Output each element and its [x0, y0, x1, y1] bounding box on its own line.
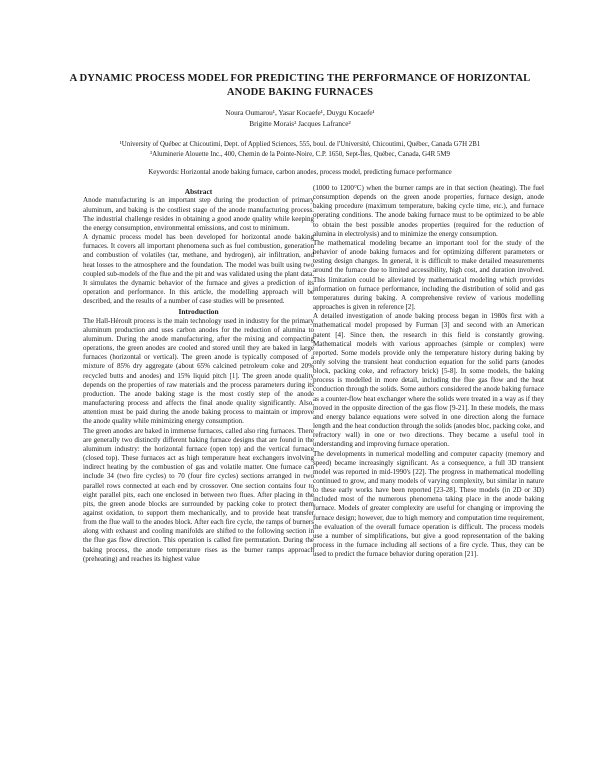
title-line-2: ANODE BAKING FURNACES: [226, 87, 374, 98]
intro-paragraph-4: The mathematical modeling became an important tool for the study of the behavior of anode baking furnaces and for optimizing different parameters or testing design changes. In general, it is difficult to make detailed measurements around the furnace due to limited accessibility, high cost, and duration involved. This limitation could be alleviated by mathematical modeling which provides information on furnace performance, including the distribution of solid and gas temperatures during baking. A comprehensive review of various modelling approaches is given in reference [2].: [313, 238, 544, 312]
affiliations: [60, 140, 540, 160]
affiliation-2: ²Aluminerie Alouette Inc., 400, Chemin de la Pointe-Noire, C.P. 1650, Sept-Îles, Québec, Canada, G4R 5M9: [150, 151, 450, 158]
affiliation-1: ¹University of Québec at Chicoutimi, Dept. of Applied Sciences, 555, boul. de l'Université, Chicoutimi, Québec, Canada G7H 2B1: [119, 141, 481, 148]
authors-line-2: Brigitte Morais² Jacques Lafrance²: [249, 119, 351, 128]
abstract-paragraph-1: Anode manufacturing is an important step during the production of primary aluminum, and baking is the costliest stage of the anode manufacturing process. The industrial challenge resides in obtaining a good anode quality while keeping the energy consumption, environmental emissions, and cost to minimum.: [83, 196, 314, 232]
right-column: [313, 184, 544, 749]
intro-paragraph-5: A detailed investigation of anode baking process began in 1980s first with a mathematical model proposed by Furman [3] and second with an American patent [4]. Since then, the research in this field is constantly growing. Mathematical models with various approaches (simple or complex) were reported. Some models provide only the temperature history during baking by only solving the transient heat conduction equation for the solid parts (anodes block, packing coke, and refractory brick) [5-8]. In some models, the baking process is modelled in more detail, including the flue gas flow and the heat conduction through the solids. Some authors considered the anode baking furnace as a counter-flow heat exchanger where the solids were treated in a way as if they moved in the opposite direction of the gas flow [9-21]. In these models, the mass and energy balance equations were solved in one direction along the furnace length and the heat conduction through the solids (anodes bloc, packing coke, and refractory wall) in one or two directions. They became a useful tool in understanding and improving furnace operation.: [313, 312, 544, 449]
intro-paragraph-1: The Hall-Héroult process is the main technology used in industry for the primary aluminum production and uses carbon anodes for the reduction of alumina to aluminum. During the anode manufacturing, after the mixing and compacting operations, the green anodes are cooled and stored until they are baked in large furnaces (horizontal or vertical). The green anode is typically composed of a mixture of 85% dry aggregate (about 65% calcined petroleum coke and 20% recycled butts and anodes) and 15% liquid pitch [1]. The green anode quality depends on the properties of raw materials and the process parameters during its production. The anode baking stage is the most costly step of the anode manufacturing process and affects the final anode quality significantly. Also, attention must be paid during the anode baking process to maintain or improve the anode quality while minimizing energy consumption.: [83, 316, 314, 426]
authors-line-1: Noura Oumarou¹, Yasar Kocaefe¹, Duygu Kocaefe¹: [225, 108, 375, 117]
keywords: Keywords: Horizontal anode baking furnace, carbon anodes, process model, predicting furnace performance: [148, 168, 452, 176]
left-column: [83, 186, 314, 751]
intro-paragraph-6: The developments in numerical modelling and computer capacity (memory and speed) became increasingly significant. As a consequence, a full 3D transient model was reported in mid-1990's [22]. The progress in mathematical modelling continued to grow, and many models of varying complexity, but similar in nature to these early works have been reported [23-28]. These models (in 2D or 3D) included most of the numerous phenomena taking place in the anode baking furnace. Models of greater complexity are useful for changing or improving the furnace design; however, due to high memory and computation time requirement, the evaluation of the overall furnace operation is difficult. The process models use a number of simplifications, but give a good representation of the baking process in the furnace including all sections of a fire cycle. Thus, they can be used to predict the furnace behavior during operation [21].: [313, 449, 544, 559]
abstract-heading: Abstract: [184, 187, 213, 196]
introduction-heading: Introduction: [178, 307, 219, 317]
paper-title: [60, 72, 540, 100]
intro-paragraph-2: The green anodes are baked in immense furnaces, called also ring furnaces. There are generally two distinctly different baking furnace designs that are found in the aluminum industry: the horizontal furnace (open top) and the vertical furnace (closed top). These furnaces act as high temperature heat exchangers involving indirect heating by the combustion of gas and volatile matter. One furnace can include 34 (two fire cycles) to 70 (four fire cycles) sections arranged in two parallel rows connected at each end by crossover. One section contains four to eight parallel pits, each one enclosed in between two flues. After placing in the pits, the green anode blocks are surrounded by packing coke to protect them against oxidation, to support them mechanically, and to provide heat transfer from the flue wall to the anodes block. After each fire cycle, the ramps of burners along with exhaust and cooling manifolds are shifted to the following section in the flue gas flow direction. This operation is called fire permutation. During the baking process, the anode temperature rises as the burner ramps approach (preheating) and reaches its highest value: [83, 426, 314, 563]
abstract-paragraph-2: A dynamic process model has been developed for horizontal anode baking furnaces. It covers all important phenomena such as fuel combustion, generation and combustion of volatiles (tar, methane, and hydrogen), air infiltration, and heat losses to the atmosphere and the foundation. The model was built using two coupled sub-models of the flue and the pit and was validated using the plant data. It simulates the dynamic behavior of the furnace and gives a prediction of its operation and performance. In this article, the modelling approach will be described, and the results of a number of case studies will be presented.: [83, 233, 314, 306]
title-line-1: A DYNAMIC PROCESS MODEL FOR PREDICTING THE PERFORMANCE OF HORIZONTAL: [69, 73, 531, 84]
intro-paragraph-3: (1000 to 1200°C) when the burner ramps are in that section (heating). The fuel consumption depends on the green anode properties, furnace design, anode baking procedure (maximum temperature, baking cycle time, etc.), and furnace operating conditions. The anode baking furnace must to be optimized to be able to obtain the best possible anodes properties (required for the reduction of alumina in electrolysis) and to minimize the energy consumption.: [313, 184, 544, 238]
author-list: [60, 107, 540, 129]
